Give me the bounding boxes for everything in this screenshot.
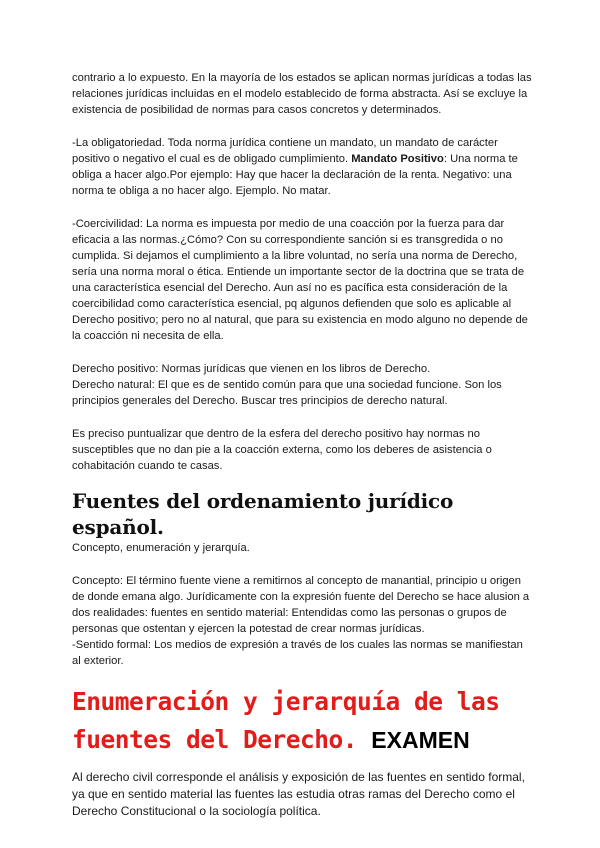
section-subtitle: Concepto, enumeración y jerarquía. <box>72 542 250 554</box>
mandato-positivo-bold: Mandato Positivo <box>351 153 444 165</box>
enumeracion-title-text: Enumeración y jerarquía de las fuentes del Derecho. <box>72 687 500 754</box>
section-title-fuentes: Fuentes del ordenamiento jurídico español. <box>72 489 454 539</box>
paragraph-abstraction: contrario a lo expuesto. En la mayoría de los estados se aplican normas jurídicas a todas las relaciones jurídicas incluidas en el modelo establecido de forma abstracta. Así se excluye la existencia de posibilidad de normas para casos concretos y determinados. <box>72 72 532 116</box>
obligatoriedad-text: -La obligatoriedad. Toda norma jurídica contiene un mandato, un mandato de carácter positivo o negativo el cual es de obligado cumplimiento. <box>72 137 498 165</box>
paragraph-puntualizar: Es preciso puntualizar que dentro de la esfera del derecho positivo hay normas no susceptibles que no dan pie a la coacción externa, como los deberes de asistencia o cohabitación cuando te casas. <box>72 428 492 472</box>
paragraph-sentido-formal: -Sentido formal: Los medios de expresión a través de los cuales las normas se manifiestan al exterior. <box>72 639 523 667</box>
paragraph-derecho-positivo: Derecho positivo: Normas jurídicas que vienen en los libros de Derecho. <box>72 363 431 375</box>
document-page <box>72 70 532 820</box>
section-title-enumeracion <box>72 683 532 759</box>
paragraph-derecho-natural: Derecho natural: El que es de sentido común para que una sociedad funcione. Son los principios generales del Derecho. Buscar tres principios de derecho natural. <box>72 379 502 407</box>
obligatoriedad-text-rest: : Una norma te obliga a hacer algo.Por ejemplo: Hay que hacer la declaración de la renta. Negativo: una norma te obliga a no hacer algo. Ejemplo. No matar. <box>72 153 518 197</box>
paragraph-obligatoriedad <box>72 135 532 199</box>
paragraph-derecho-civil: Al derecho civil corresponde el análisis y exposición de las fuentes en sentido formal, ya que en sentido material las fuentes las estudia otras ramas del Derecho como el Derecho Constitucional o la sociología política. <box>72 770 525 818</box>
paragraph-coercivilidad: -Coercivilidad: La norma es impuesta por medio de una coacción por la fuerza para dar eficacia a las normas.¿Cómo? Con su correspondiente sanción si es transgredida o no cumplida. Si dejamos el cumplimiento a la libre voluntad, no sería una norma de Derecho, sería una norma moral o ética. Entiende un importante sector de la doctrina que se trata de una característica esencial del Derecho. Aun así no es pacífica esta consideración de la coercibilidad como característica esencial, pq algunos defienden que solo es aplicable al Derecho positivo; pero no al natural, que para su existencia en modo alguno no depende de la coacción ni necesita de ella. <box>72 218 528 342</box>
examen-tag: EXAMEN <box>371 727 470 753</box>
paragraph-concepto: Concepto: El término fuente viene a remitirnos al concepto de manantial, principio u origen de donde emana algo. Jurídicamente con la expresión fuente del Derecho se hace alusion a dos realidades: fuentes en sentido material: Entendidas como las personas o grupos de personas que ostentan y ejercen la potestad de crear normas jurídicas. <box>72 575 530 635</box>
